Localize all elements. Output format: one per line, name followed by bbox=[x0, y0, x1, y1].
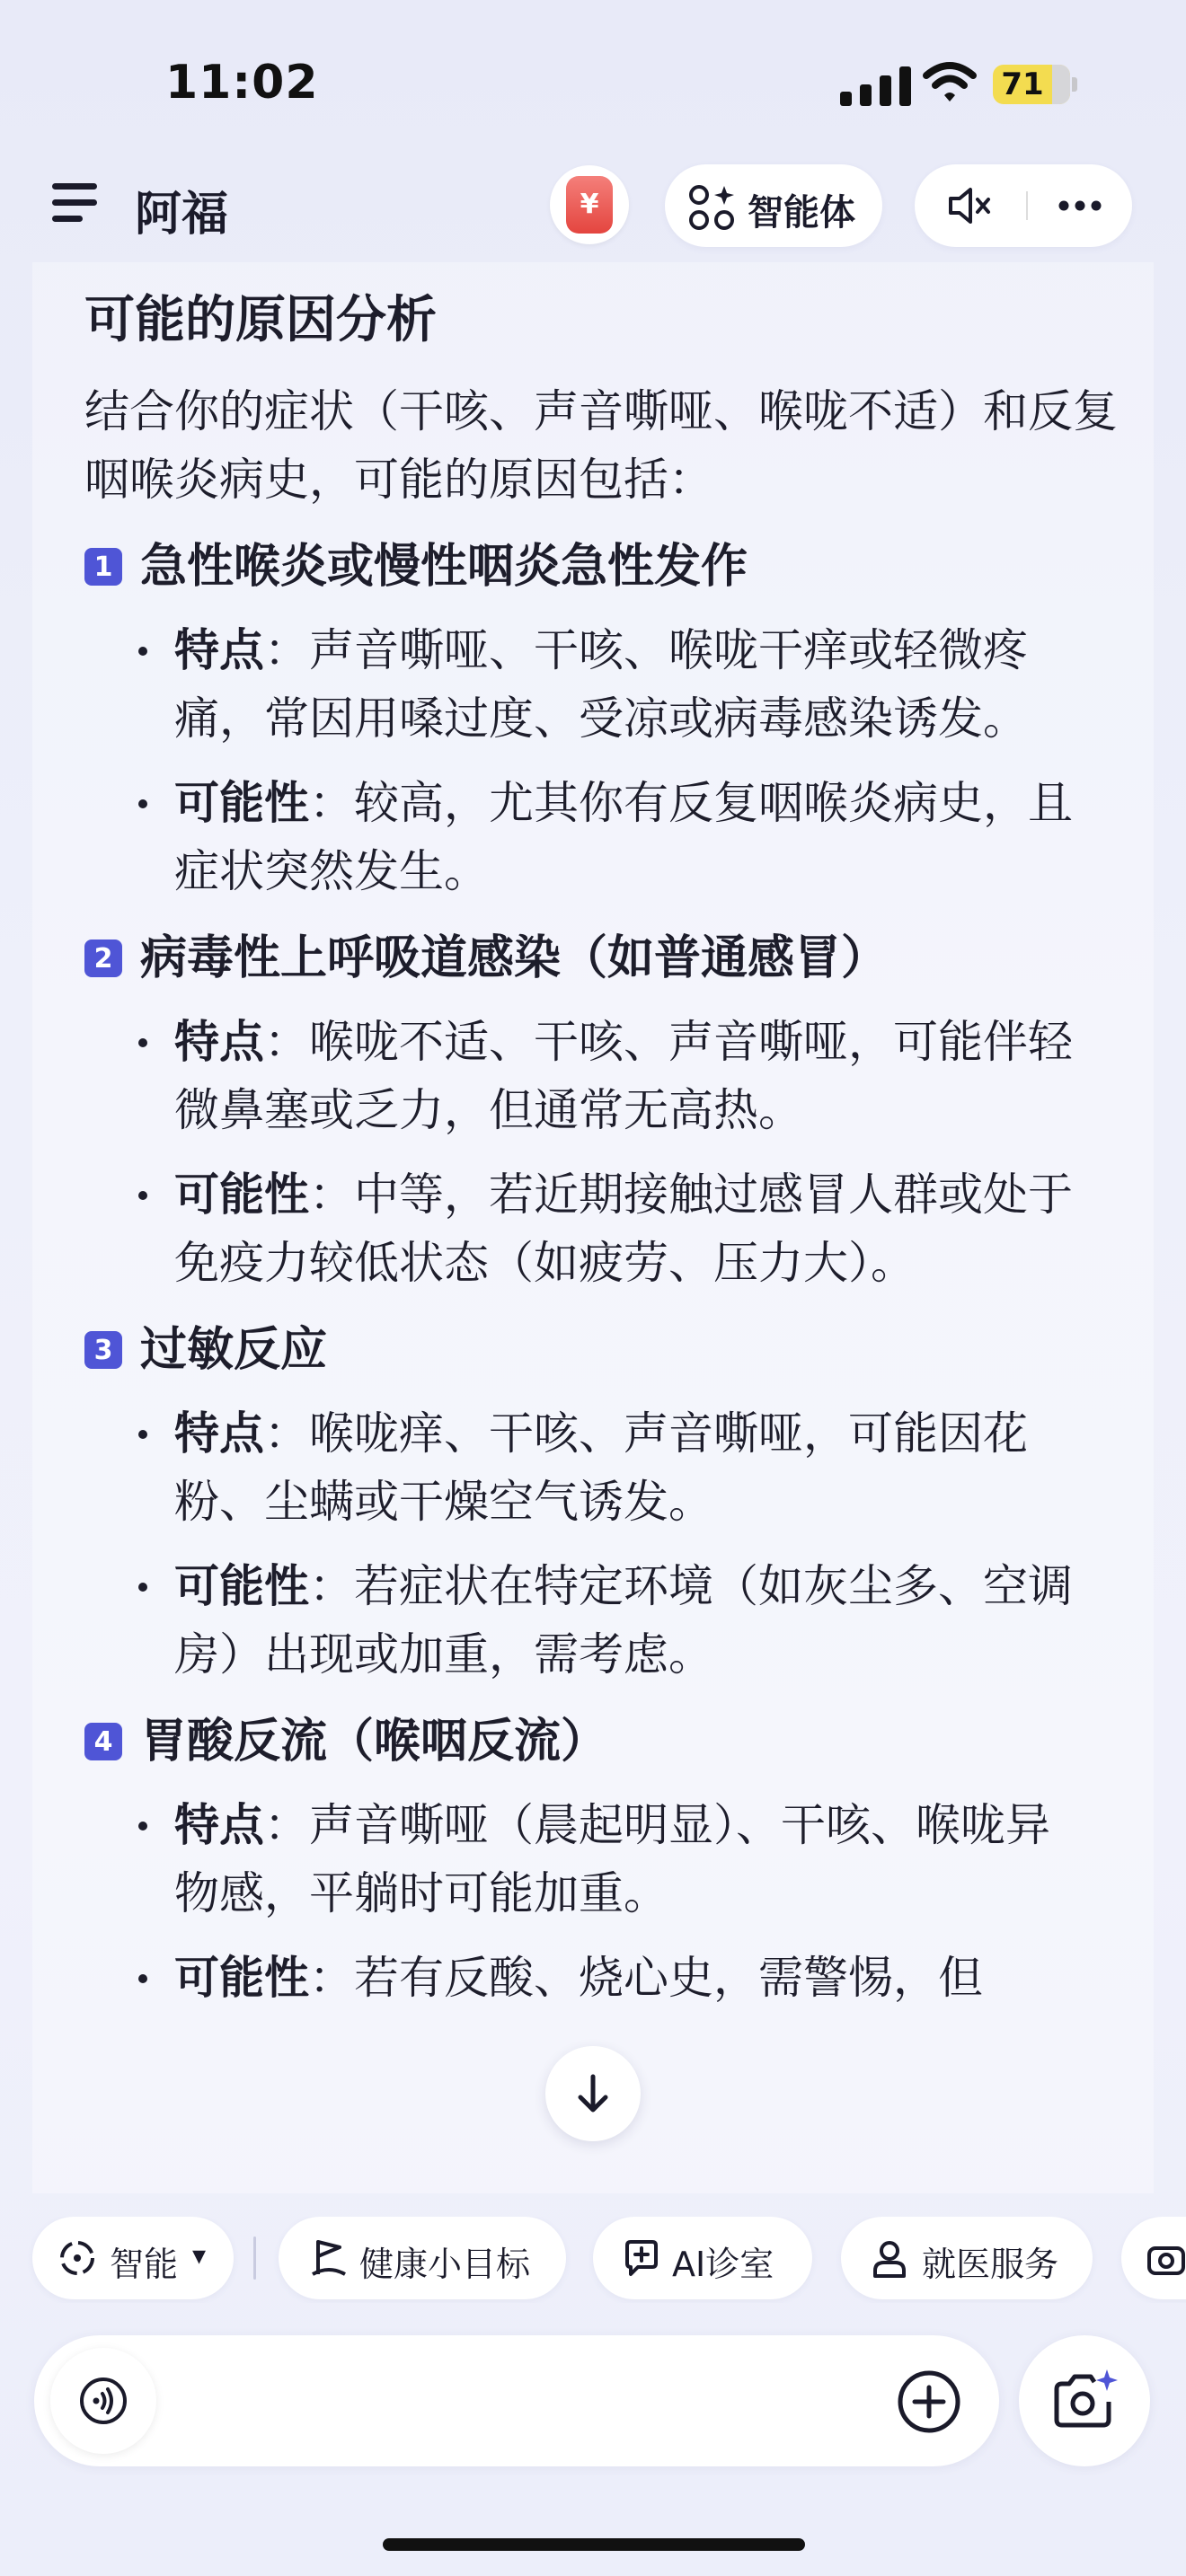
agent-button-label: 智能体 bbox=[748, 192, 855, 234]
bullet-item bbox=[84, 1008, 1091, 1144]
bullet-sep: ： bbox=[264, 1407, 309, 1460]
cellular-signal-icon bbox=[840, 66, 914, 106]
bullet-label: 特点 bbox=[174, 1016, 264, 1068]
agent-avatar-button[interactable] bbox=[550, 165, 629, 244]
intro-paragraph: 结合你的症状（干咳、声音嘶哑、喉咙不适）和反复咽喉炎病史，可能的原因包括： bbox=[84, 385, 1118, 506]
camera-button[interactable] bbox=[1019, 2335, 1150, 2466]
bullet-label: 特点 bbox=[174, 1799, 264, 1851]
camera-chip[interactable] bbox=[1121, 2217, 1186, 2299]
agent-button[interactable] bbox=[665, 164, 882, 247]
section-title: 过敏反应 bbox=[140, 1323, 328, 1377]
battery-cap bbox=[1072, 77, 1077, 92]
battery-level: 71 bbox=[1001, 66, 1044, 102]
status-time: 11:02 bbox=[165, 56, 319, 110]
battery-indicator bbox=[993, 65, 1070, 104]
voice-input-button[interactable] bbox=[50, 2348, 156, 2454]
message-heading: 可能的原因分析 bbox=[84, 291, 437, 349]
wifi-icon bbox=[923, 61, 977, 106]
bullet-item bbox=[84, 1160, 1091, 1297]
agent-grid-icon bbox=[688, 184, 735, 231]
smart-mode-label: 智能 bbox=[110, 2245, 179, 2284]
bullet-text: 喉咙不适、干咳、声音嘶哑，可能伴轻微鼻塞或乏力，但通常无高热。 bbox=[174, 1016, 1073, 1136]
bullet-text: 若有反酸、烧心史，需警惕，但 bbox=[354, 1952, 983, 2004]
doctor-icon bbox=[870, 2238, 909, 2278]
section-title: 急性喉炎或慢性咽炎急性发作 bbox=[140, 540, 748, 594]
ai-clinic-label: AI诊室 bbox=[672, 2245, 774, 2284]
more-options-icon[interactable] bbox=[1057, 195, 1103, 216]
bullet-sep: ： bbox=[309, 1560, 354, 1612]
medical-service-chip[interactable] bbox=[841, 2217, 1093, 2299]
bullet-sep: ： bbox=[309, 777, 354, 829]
bullet-label: 可能性 bbox=[174, 1560, 309, 1612]
bullet-text: 声音嘶哑（晨起明显）、干咳、喉咙异物感，平躺时可能加重。 bbox=[174, 1799, 1050, 1919]
chip-divider bbox=[253, 2236, 256, 2280]
bullet-text: 中等，若近期接触过感冒人群或处于免疫力较低状态（如疲劳、压力大）。 bbox=[174, 1169, 1073, 1289]
cause-section bbox=[84, 534, 1136, 600]
message-content bbox=[84, 289, 1136, 2012]
camera-icon bbox=[1146, 2238, 1186, 2278]
number-badge: 4 bbox=[84, 1723, 122, 1760]
bullet-item bbox=[84, 616, 1091, 753]
scroll-to-bottom-button[interactable] bbox=[545, 2046, 641, 2141]
smart-mode-chip[interactable] bbox=[32, 2217, 234, 2299]
bullet-sep: ： bbox=[309, 1952, 354, 2004]
bullet-text: 声音嘶哑、干咳、喉咙干痒或轻微疼痛，常因用嗓过度、受凉或病毒感染诱发。 bbox=[174, 624, 1028, 745]
bullet-label: 特点 bbox=[174, 624, 264, 676]
bullet-label: 可能性 bbox=[174, 1169, 309, 1221]
smart-mode-icon bbox=[58, 2238, 97, 2278]
bullet-item bbox=[84, 769, 1091, 905]
goal-flag-icon bbox=[309, 2238, 349, 2278]
health-goal-label: 健康小目标 bbox=[359, 2245, 531, 2284]
cause-section bbox=[84, 1317, 1136, 1383]
health-goal-chip[interactable] bbox=[279, 2217, 566, 2299]
red-jar-yen-icon: ¥ bbox=[566, 176, 613, 234]
bullet-item bbox=[84, 1791, 1091, 1928]
number-badge: 3 bbox=[84, 1331, 122, 1369]
section-title: 胃酸反流（喉咽反流） bbox=[140, 1715, 608, 1769]
app-title: 阿福 bbox=[135, 188, 229, 242]
chat-plus-icon bbox=[622, 2238, 661, 2278]
message-input-bar[interactable] bbox=[34, 2335, 999, 2466]
bullet-label: 可能性 bbox=[174, 777, 309, 829]
header-divider bbox=[1026, 191, 1028, 220]
bullet-sep: ： bbox=[309, 1169, 354, 1221]
bullet-text: 喉咙痒、干咳、声音嘶哑，可能因花粉、尘螨或干燥空气诱发。 bbox=[174, 1407, 1028, 1528]
bullet-label: 可能性 bbox=[174, 1952, 309, 2004]
message-card bbox=[32, 262, 1154, 2193]
home-indicator bbox=[383, 2538, 805, 2551]
hamburger-menu-icon[interactable] bbox=[52, 180, 99, 226]
bullet-item bbox=[84, 1399, 1091, 1536]
voice-wave-icon bbox=[79, 2377, 128, 2425]
bullet-sep: ： bbox=[264, 1799, 309, 1851]
cause-section bbox=[84, 1708, 1136, 1775]
number-badge: 2 bbox=[84, 940, 122, 977]
bullet-text: 较高，尤其你有反复咽喉炎病史，且症状突然发生。 bbox=[174, 777, 1073, 897]
ai-clinic-chip[interactable] bbox=[593, 2217, 812, 2299]
number-badge: 1 bbox=[84, 548, 122, 586]
bullet-item bbox=[84, 1552, 1091, 1689]
header-actions bbox=[915, 164, 1132, 247]
quick-actions-bar bbox=[0, 2217, 1186, 2303]
bullet-item bbox=[84, 1944, 1091, 2012]
camera-sparkle-icon bbox=[1051, 2368, 1120, 2432]
chevron-down-icon: ▾ bbox=[192, 2240, 207, 2272]
section-title: 病毒性上呼吸道感染（如普通感冒） bbox=[140, 931, 889, 985]
bullet-sep: ： bbox=[264, 1016, 309, 1068]
medical-service-label: 就医服务 bbox=[922, 2245, 1059, 2284]
cause-section bbox=[84, 925, 1136, 992]
bullet-sep: ： bbox=[264, 624, 309, 676]
add-attachment-icon[interactable] bbox=[897, 2369, 961, 2434]
speaker-mute-icon[interactable] bbox=[947, 186, 994, 225]
bullet-text: 若症状在特定环境（如灰尘多、空调房）出现或加重，需考虑。 bbox=[174, 1560, 1073, 1681]
status-bar bbox=[0, 0, 1186, 162]
arrow-down-icon bbox=[575, 2073, 611, 2114]
bullet-label: 特点 bbox=[174, 1407, 264, 1460]
